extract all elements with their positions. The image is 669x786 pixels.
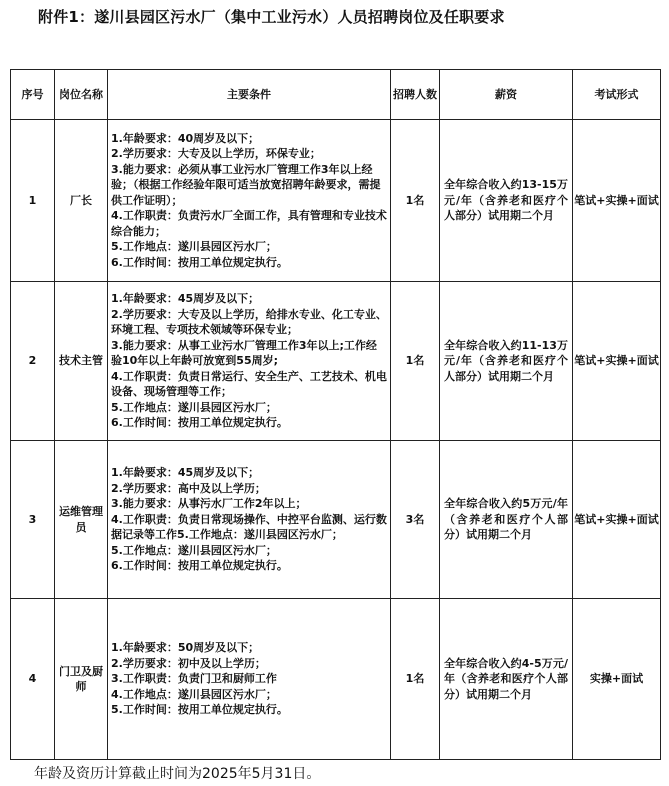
table-row <box>11 441 661 599</box>
header-position: 岗位名称 <box>55 70 108 120</box>
header-salary: 薪资 <box>440 70 573 120</box>
row-count: 1名 <box>391 599 440 760</box>
condition-line: 5.工作地点：遂川县园区污水厂； <box>111 543 277 557</box>
row-seq: 4 <box>11 599 55 760</box>
condition-line: 5.工作时间：按用工单位规定执行。 <box>111 703 288 717</box>
condition-line: 4.工作职责：负责污水厂全面工作，具有管理和专业技术综合能力； <box>111 209 387 238</box>
condition-line: 1.年龄要求：45周岁及以下； <box>111 466 260 480</box>
header-conditions: 主要条件 <box>108 70 391 120</box>
row-position: 门卫及厨师 <box>55 599 108 760</box>
condition-line: 5.工作地点：遂川县园区污水厂； <box>111 240 277 254</box>
row-conditions <box>108 282 391 441</box>
table-row <box>11 599 661 760</box>
row-count: 1名 <box>391 282 440 441</box>
table-header-row <box>11 70 661 120</box>
row-conditions <box>108 441 391 599</box>
row-seq: 2 <box>11 282 55 441</box>
row-salary: 全年综合收入约13-15万元/年（含养老和医疗个人部分）试用期二个月 <box>440 120 573 282</box>
row-position: 技术主管 <box>55 282 108 441</box>
row-conditions <box>108 120 391 282</box>
row-position: 厂长 <box>55 120 108 282</box>
row-seq: 3 <box>11 441 55 599</box>
condition-line: 6.工作时间：按用工单位规定执行。 <box>111 255 288 269</box>
condition-line: 5.工作地点：遂川县园区污水厂； <box>111 400 277 414</box>
condition-line: 1.年龄要求：50周岁及以下； <box>111 641 260 655</box>
condition-line: 4.工作职责：负责日常运行、安全生产、工艺技术、机电设备、现场管理等工作； <box>111 369 387 399</box>
row-position: 运维管理员 <box>55 441 108 599</box>
condition-line: 1.年龄要求：40周岁及以下； <box>111 131 260 145</box>
row-salary: 全年综合收入约11-13万元/年（含养老和医疗个人部分）试用期二个月 <box>440 282 573 441</box>
row-seq: 1 <box>11 120 55 282</box>
header-exam: 考试形式 <box>573 70 661 120</box>
document-title: 附件1：遂川县园区污水厂（集中工业污水）人员招聘岗位及任职要求 <box>38 8 505 26</box>
header-count: 招聘人数 <box>391 70 440 120</box>
condition-line: 4.工作地点：遂川县园区污水厂； <box>111 687 277 701</box>
row-count: 1名 <box>391 120 440 282</box>
footnote: 年龄及资历计算截止时间为2025年5月31日。 <box>34 766 321 782</box>
condition-line: 2.学历要求：初中及以上学历； <box>111 656 266 670</box>
row-conditions <box>108 599 391 760</box>
row-count: 3名 <box>391 441 440 599</box>
row-exam: 笔试+实操+面试 <box>573 441 661 599</box>
header-seq: 序号 <box>11 70 55 120</box>
condition-line: 1.年龄要求：45周岁及以下； <box>111 292 260 306</box>
condition-line: 6.工作时间：按用工单位规定执行。 <box>111 559 288 573</box>
recruitment-table <box>10 69 661 760</box>
table-row <box>11 282 661 441</box>
condition-line: 2.学历要求：高中及以上学历； <box>111 481 266 495</box>
condition-line: 3.能力要求：必须从事工业污水厂管理工作3年以上经验；（根据工作经验年限可适当放宽招聘年龄要求，需提供工作证明）； <box>111 162 381 207</box>
condition-line: 2.学历要求：大专及以上学历，环保专业； <box>111 147 321 161</box>
condition-line: 4.工作职责：负责日常现场操作、中控平台监测、运行数据记录等工作5.工作地点：遂川县园区污水厂； <box>111 512 387 542</box>
table-row <box>11 120 661 282</box>
row-salary: 全年综合收入约4-5万元/年（含养老和医疗个人部分）试用期二个月 <box>440 599 573 760</box>
condition-line: 3.能力要求：从事污水厂工作2年以上； <box>111 497 307 511</box>
condition-line: 6.工作时间：按用工单位规定执行。 <box>111 416 288 430</box>
row-exam: 笔试+实操+面试 <box>573 120 661 282</box>
row-exam: 笔试+实操+面试 <box>573 282 661 441</box>
condition-line: 2.学历要求：大专及以上学历，给排水专业、化工专业、环境工程、专项技术领域等环保专业； <box>111 307 387 337</box>
condition-line: 3.工作职责：负责门卫和厨师工作 <box>111 672 277 686</box>
condition-line: 3.能力要求：从事工业污水厂管理工作3年以上;工作经验10年以上年龄可放宽到55周岁; <box>111 338 377 368</box>
row-exam: 实操+面试 <box>573 599 661 760</box>
row-salary: 全年综合收入约5万元/年（含养老和医疗个人部分）试用期二个月 <box>440 441 573 599</box>
